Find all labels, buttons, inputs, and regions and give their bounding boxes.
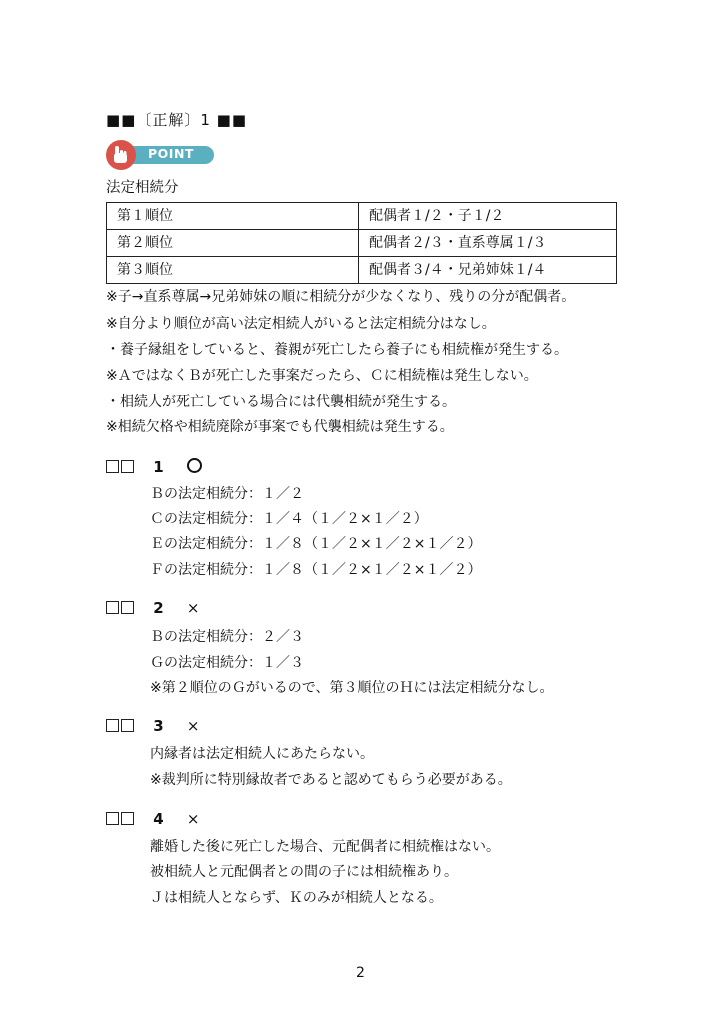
explanation-line: Ｂの法定相続分：２／３ (150, 629, 304, 645)
note-line: ・相続人が死亡している場合には代襲相続が発生する。 (106, 394, 456, 410)
checkbox-icon[interactable] (106, 719, 119, 732)
table-cell: 第３順位 (107, 257, 359, 284)
explanation-line: Ｅの法定相続分：１／８（１／２×１／２×１／２） (150, 536, 482, 552)
note-line: ※自分より順位が高い法定相続人がいると法定相続分はなし。 (106, 316, 496, 332)
table-cell: 配偶者１/２・子１/２ (359, 203, 617, 230)
explanation-line: ※第２順位のＧがいるので、第３順位のＨには法定相続分なし。 (150, 680, 554, 696)
question-number: 2 (153, 599, 164, 617)
checkbox-icon[interactable] (106, 812, 119, 825)
explanation-line: ※裁判所に特別縁故者であると認めてもらう必要がある。 (150, 772, 512, 788)
note-line: ※子→直系尊属→兄弟姉妹の順に相続分が少なくなり、残りの分が配偶者。 (106, 289, 576, 305)
table-row (107, 203, 617, 230)
question-number: 1 (153, 458, 164, 476)
explanation-line: Ｂの法定相続分：１／２ (150, 486, 304, 502)
point-label: POINT (148, 146, 194, 161)
explanation-line: Ｃの法定相続分：１／４（１／２×１／２） (150, 511, 428, 527)
incorrect-mark: × (186, 599, 200, 617)
checkbox-icon[interactable] (106, 460, 119, 473)
table-row (107, 257, 617, 284)
incorrect-mark: × (186, 717, 200, 735)
explanation-line: 被相続人と元配偶者との間の子には相続権あり。 (150, 864, 458, 880)
checkbox-icon[interactable] (106, 601, 119, 614)
table-cell: 第１順位 (107, 203, 359, 230)
question-item-4 (106, 812, 199, 827)
question-number: 4 (153, 810, 164, 828)
note-line: ・養子縁組をしていると、養親が死亡したら養子にも相続権が発生する。 (106, 342, 568, 358)
answer-heading: ■■〔正解〕1 ■■ (106, 111, 248, 129)
incorrect-mark: × (186, 810, 200, 828)
correct-circle-icon (187, 458, 202, 473)
question-item-3 (106, 719, 199, 734)
checkbox-icon[interactable] (121, 812, 134, 825)
question-item-1 (106, 458, 202, 475)
point-badge (106, 140, 214, 170)
pointing-hand-icon (106, 140, 136, 170)
table-row (107, 230, 617, 257)
checkbox-icon[interactable] (121, 601, 134, 614)
explanation-line: Ｇの法定相続分：１／３ (150, 655, 304, 671)
explanation-line: 内縁者は法定相続人にあたらない。 (150, 746, 374, 762)
table-cell: 第２順位 (107, 230, 359, 257)
table-cell: 配偶者２/３・直系尊属１/３ (359, 230, 617, 257)
question-item-2 (106, 601, 199, 616)
explanation-line: Ｆの法定相続分：１／８（１／２×１／２×１／２） (150, 562, 482, 578)
checkbox-icon[interactable] (121, 719, 134, 732)
table-cell: 配偶者３/４・兄弟姉妹１/４ (359, 257, 617, 284)
note-line: ※相続欠格や相続廃除が事案でも代襲相続は発生する。 (106, 419, 454, 435)
note-line: ※ＡではなくＢが死亡した事案だったら、Ｃに相続権は発生しない。 (106, 368, 538, 384)
checkbox-icon[interactable] (121, 460, 134, 473)
section-title: 法定相続分 (106, 180, 179, 196)
explanation-line: 離婚した後に死亡した場合、元配偶者に相続権はない。 (150, 839, 500, 855)
inheritance-share-table (106, 202, 617, 284)
explanation-line: Ｊは相続人とならず、Ｋのみが相続人となる。 (150, 890, 443, 906)
question-number: 3 (153, 717, 164, 735)
page-number: 2 (356, 965, 365, 981)
